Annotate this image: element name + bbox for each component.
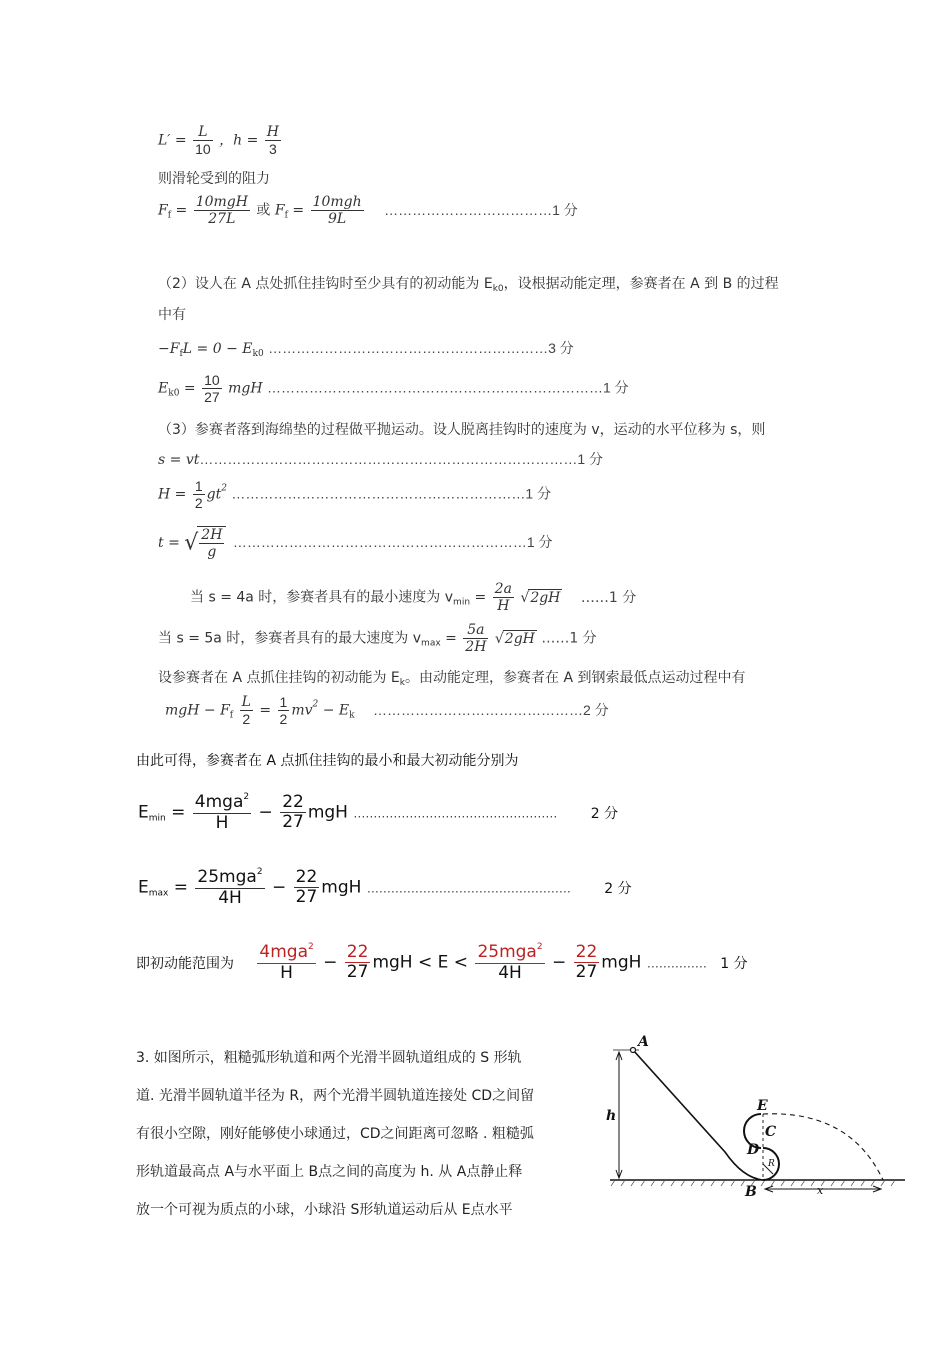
eq-H: H = $\frac{1}{2}$ $gt^2$ ………………………………………………………1 分 — [158, 478, 552, 512]
label-d: D — [747, 1142, 760, 1158]
ball-point-a — [631, 1048, 636, 1053]
label-x: x — [817, 1184, 824, 1197]
part2-text: （2）设人在 A 点处抓住挂钩时至少具有的初动能为 $E_{k0}$，设根据动能定理，参赛者在 A 到 B 的过程 — [158, 276, 779, 294]
s-track-figure — [605, 1030, 910, 1205]
eq-ek0: $E_{k0}$ = $\frac{10}{27}$ mgH ………………………………………………………………1 分 — [158, 372, 629, 406]
eq-range: 即初动能范围为 $\frac{4mga^2}{H}$ − $\frac{22}{27}$ mgH < E < $\frac{25mga^2}{4H}$ − $\frac{22}{27}$ mgH …………… 1 分 — [136, 941, 748, 983]
eq-mgH: mgH − $F_f$ $\frac{L}{2}$ = $\frac{1}{2}$ $mv^2 - E_k$ ………………………………………2 分 — [165, 694, 609, 728]
label-c: C — [765, 1124, 777, 1140]
eq-s-vt: s = vt………………………………………………………………………1 分 — [158, 451, 604, 468]
label-b: B — [745, 1184, 757, 1200]
eq-t: t = √ $\frac{2H}{g}$ ………………………………………………………1 分 — [158, 527, 553, 561]
eq-vmin: 当 s = 4a 时，参赛者具有的最小速度为 $v_{min}$ = $\frac{2a}{H}$ √2gH ……1 分 — [190, 581, 637, 615]
part3-text: （3）参赛者落到海绵垫的过程做平抛运动。设人脱离挂钩时的速度为 v，运动的水平位移为 s，则 — [158, 422, 766, 438]
eq-work-energy: $-F_fL = 0 - E_{k0}$ ……………………………………………………3 分 — [158, 340, 574, 359]
trajectory-path — [763, 1114, 883, 1180]
eq-friction: $F_f$ = $\frac{\text{10mgH}}{27L}$ 或 $F_f$ = $\frac{\text{10mgh}}{9L}$ ………………………………1 分 — [158, 194, 578, 228]
resistance-label: 则滑轮受到的阻力 — [158, 171, 270, 187]
problem3-text: 3. 如图所示，粗糙弧形轨道和两个光滑半圆轨道组成的 S 形轨 道. 光滑半圆轨道半径为 R，两个光滑半圆轨道连接处 CD之间留 有很小空隙，刚好能够使小球通过，CD之间距离可忽略 . 粗糙弧 形轨道最高点 A与水平面上 B点之间的高度为 h. 从 A点静止释 放一个可视为质点的小球，小球沿 S形轨道运动后从 E点水平 — [136, 1050, 535, 1218]
eq-vmax: 当 s = 5a 时，参赛者具有的最大速度为 $v_{max}$ = $\frac{5a}{2H}$ √2gH ……1 分 — [158, 622, 597, 656]
rough-track — [633, 1050, 763, 1180]
label-a: A — [638, 1034, 649, 1050]
ek-definition: 设参赛者在 A 点抓住挂钩的初动能为 $E_k$。由动能定理，参赛者在 A 到钢索最低点运动过程中有 — [158, 670, 746, 688]
label-h: h — [606, 1108, 617, 1124]
part2-text-cont: 中有 — [158, 307, 186, 323]
label-r: R — [768, 1159, 775, 1169]
conclusion-text: 由此可得，参赛者在 A 点抓住挂钩的最小和最大初动能分别为 — [136, 753, 519, 769]
eq-emin: $E_{min}$ = $\frac{4mga^2}{H}$ − $\frac{22}{27}$ mgH …………………………………………… 2 分 — [138, 791, 619, 833]
eq-emax: $E_{max}$ = $\frac{25mga^2}{4H}$ − $\frac{22}{27}$ mgH …………………………………………… 2 分 — [138, 866, 632, 908]
eq-l-prime: L′ = $\frac{L}{10}$ ，h = $\frac{H}{3}$ — [158, 124, 280, 158]
label-e: E — [757, 1098, 768, 1114]
